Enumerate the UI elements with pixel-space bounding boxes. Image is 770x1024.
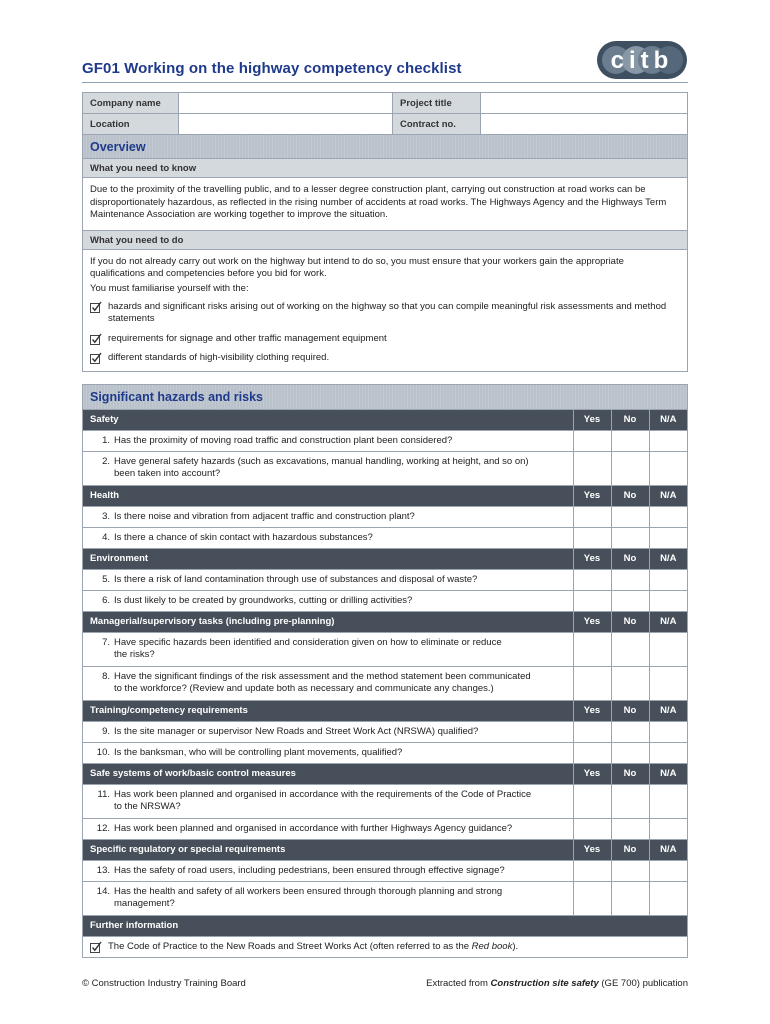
- checkbox-tick-icon[interactable]: [90, 352, 102, 364]
- no-header: No: [611, 548, 649, 569]
- na-answer-cell[interactable]: [649, 818, 687, 839]
- question-row: [83, 818, 687, 839]
- no-answer-cell[interactable]: [611, 721, 649, 742]
- do-text: If you do not already carry out work on the highway but intend to do so, you must ensure that your workers gain the appropriate qualifications and competencies before you bid for work.: [90, 255, 624, 280]
- footer-suffix: (GE 700) publication: [598, 978, 688, 989]
- question-line: Is there a chance of skin contact with hazardous substances?: [114, 531, 373, 543]
- overview-item-text: different standards of high-visibility clothing required.: [108, 352, 330, 364]
- na-header: N/A: [649, 485, 687, 506]
- yes-header: Yes: [573, 409, 611, 430]
- question-line: Have specific hazards been identified and consideration given on how to eliminate or reduce: [114, 637, 502, 649]
- footer-publication-title: Construction site safety: [490, 978, 599, 989]
- yes-answer-cell[interactable]: [573, 569, 611, 590]
- further-info-text: [108, 941, 680, 952]
- question-text: [83, 527, 573, 548]
- category-label: Specific regulatory or special requirements: [83, 839, 573, 860]
- na-answer-cell[interactable]: [649, 666, 687, 700]
- question-text: [83, 818, 573, 839]
- question-row: [83, 881, 687, 915]
- no-answer-cell[interactable]: [611, 860, 649, 881]
- company-name-label: Company name: [83, 93, 179, 114]
- no-answer-cell[interactable]: [611, 632, 649, 666]
- question-row: [83, 742, 687, 763]
- question-line: Is the site manager or supervisor New Roads and Street Work Act (NRSWA) qualified?: [114, 725, 479, 737]
- na-header: N/A: [649, 763, 687, 784]
- na-answer-cell[interactable]: [649, 721, 687, 742]
- yes-answer-cell[interactable]: [573, 632, 611, 666]
- question-row: [83, 506, 687, 527]
- yes-header: Yes: [573, 548, 611, 569]
- yes-answer-cell[interactable]: [573, 666, 611, 700]
- no-header: No: [611, 409, 649, 430]
- question-text: [83, 784, 573, 818]
- question-line: Is there noise and vibration from adjacent traffic and construction plant?: [114, 510, 415, 522]
- yes-answer-cell[interactable]: [573, 527, 611, 548]
- question-text: [83, 430, 573, 451]
- question-row: [83, 451, 687, 485]
- na-header: N/A: [649, 409, 687, 430]
- question-line: Is the banksman, who will be controlling plant movements, qualified?: [114, 746, 403, 758]
- question-number: 1.: [102, 434, 110, 446]
- question-line: to the NRSWA?: [114, 801, 181, 813]
- category-label: Health: [83, 485, 573, 506]
- category-label: Training/competency requirements: [83, 700, 573, 721]
- overview-item: [90, 352, 680, 365]
- na-header: N/A: [649, 700, 687, 721]
- yes-answer-cell[interactable]: [573, 451, 611, 485]
- question-row: [83, 590, 687, 611]
- category-row: [83, 548, 687, 569]
- category-row: [83, 839, 687, 860]
- na-header: N/A: [649, 548, 687, 569]
- further-info-heading: Further information: [83, 915, 687, 936]
- overview-item: [90, 333, 680, 346]
- no-header: No: [611, 611, 649, 632]
- question-line: Has work been planned and organised in accordance with the requirements of the Code of Practice: [114, 789, 532, 801]
- question-number: 12.: [96, 822, 110, 834]
- no-answer-cell[interactable]: [611, 527, 649, 548]
- footer-copyright: © Construction Industry Training Board: [82, 978, 246, 989]
- question-line: Have the significant findings of the risk assessment and the method statement been communicated: [114, 671, 531, 683]
- question-text: [83, 451, 573, 485]
- no-header: No: [611, 763, 649, 784]
- further-text-prefix: The Code of Practice to the New Roads and Street Works Act (often referred to as the: [108, 941, 472, 953]
- know-text-block: [83, 178, 687, 231]
- question-text: [83, 721, 573, 742]
- question-number: 4.: [102, 531, 110, 543]
- na-answer-cell[interactable]: [649, 784, 687, 818]
- project-title-label: Project title: [393, 93, 481, 114]
- yes-answer-cell[interactable]: [573, 860, 611, 881]
- category-label: Safety: [83, 409, 573, 430]
- further-text-suffix: ).: [512, 941, 519, 953]
- yes-header: Yes: [573, 485, 611, 506]
- question-number: 2.: [102, 456, 110, 468]
- question-text: [83, 742, 573, 763]
- category-row: [83, 409, 687, 430]
- question-row: [83, 721, 687, 742]
- na-answer-cell[interactable]: [649, 881, 687, 915]
- question-text: [83, 881, 573, 915]
- na-answer-cell[interactable]: [649, 569, 687, 590]
- document-header: [82, 40, 688, 92]
- na-header: N/A: [649, 611, 687, 632]
- do-heading: What you need to do: [83, 231, 687, 250]
- question-text: [83, 860, 573, 881]
- no-answer-cell[interactable]: [611, 881, 649, 915]
- footer-publication: [426, 978, 688, 989]
- no-answer-cell[interactable]: [611, 784, 649, 818]
- checkbox-tick-icon[interactable]: [90, 301, 102, 313]
- na-answer-cell[interactable]: [649, 590, 687, 611]
- company-name-field[interactable]: [179, 93, 393, 114]
- question-row: [83, 527, 687, 548]
- yes-answer-cell[interactable]: [573, 721, 611, 742]
- question-number: 11.: [97, 789, 110, 801]
- hazards-heading: Significant hazards and risks: [83, 385, 687, 409]
- question-text: [83, 632, 573, 666]
- question-number: 6.: [102, 594, 110, 606]
- question-number: 10.: [96, 746, 110, 758]
- question-number: 14.: [96, 886, 110, 898]
- further-info-item: [83, 936, 687, 957]
- question-text: [83, 590, 573, 611]
- details-table: [82, 92, 688, 135]
- know-heading: What you need to know: [83, 159, 687, 178]
- question-line: Has work been planned and organised in accordance with further Highways Agency guidance?: [114, 822, 513, 834]
- know-text: Due to the proximity of the travelling public, and to a lesser degree construction plant, carrying out construction at road works can be disproportionately hazardous, as reflected in the rising number of accidents at road works. The Highways Agency and the Highways Term Maintenance Association are working together to improve the situation.: [90, 184, 667, 221]
- further-info-item-row: [83, 936, 687, 957]
- overview-section: [82, 135, 688, 372]
- question-line: Has the health and safety of all workers been ensured through thorough planning and strong: [114, 886, 503, 898]
- no-answer-cell[interactable]: [611, 818, 649, 839]
- na-answer-cell[interactable]: [649, 430, 687, 451]
- further-check-item: [90, 941, 680, 953]
- yes-header: Yes: [573, 611, 611, 632]
- na-answer-cell[interactable]: [649, 632, 687, 666]
- familiarise-text: You must familiarise yourself with the:: [90, 282, 249, 294]
- location-field[interactable]: [179, 114, 393, 135]
- do-text-block: [83, 250, 687, 371]
- yes-answer-cell[interactable]: [573, 742, 611, 763]
- question-line: Has the safety of road users, including pedestrians, been ensured through effective signage?: [114, 864, 505, 876]
- yes-answer-cell[interactable]: [573, 784, 611, 818]
- logo-text: citb: [610, 47, 674, 74]
- question-line: Have general safety hazards (such as excavations, manual handling, working at height, and so on): [114, 456, 529, 468]
- no-answer-cell[interactable]: [611, 451, 649, 485]
- yes-header: Yes: [573, 763, 611, 784]
- no-answer-cell[interactable]: [611, 666, 649, 700]
- question-number: 5.: [102, 573, 110, 585]
- further-info-row: [83, 915, 687, 936]
- question-number: 3.: [102, 510, 110, 522]
- page-title: GF01 Working on the highway competency checklist: [82, 60, 462, 77]
- no-answer-cell[interactable]: [611, 430, 649, 451]
- category-label: Managerial/supervisory tasks (including pre-planning): [83, 611, 573, 632]
- hazards-section: [82, 384, 688, 959]
- question-row: [83, 569, 687, 590]
- yes-answer-cell[interactable]: [573, 590, 611, 611]
- yes-answer-cell[interactable]: [573, 506, 611, 527]
- yes-header: Yes: [573, 839, 611, 860]
- na-answer-cell[interactable]: [649, 527, 687, 548]
- location-label: Location: [83, 114, 179, 135]
- question-number: 8.: [102, 671, 110, 683]
- no-answer-cell[interactable]: [611, 569, 649, 590]
- question-line: Is there a risk of land contamination through use of substances and disposal of waste?: [114, 573, 478, 585]
- overview-heading: Overview: [83, 135, 687, 159]
- na-answer-cell[interactable]: [649, 860, 687, 881]
- question-number: 9.: [102, 725, 110, 737]
- category-row: [83, 700, 687, 721]
- question-line: the risks?: [114, 649, 155, 661]
- na-header: N/A: [649, 839, 687, 860]
- category-row: [83, 611, 687, 632]
- no-answer-cell[interactable]: [611, 742, 649, 763]
- category-label: Environment: [83, 548, 573, 569]
- question-line: management?: [114, 898, 175, 910]
- further-text-italic: Red book: [471, 941, 513, 953]
- citb-logo: [596, 40, 688, 80]
- question-line: to the workforce? (Review and update both as necessary and communicate any changes.): [114, 683, 494, 695]
- question-row: [83, 666, 687, 700]
- question-row: [83, 430, 687, 451]
- yes-header: Yes: [573, 700, 611, 721]
- category-row: [83, 485, 687, 506]
- no-header: No: [611, 700, 649, 721]
- overview-item-text: requirements for signage and other traffic management equipment: [108, 332, 387, 344]
- question-row: [83, 860, 687, 881]
- na-answer-cell[interactable]: [649, 451, 687, 485]
- question-number: 13.: [96, 864, 110, 876]
- checkbox-tick-icon[interactable]: [90, 333, 102, 345]
- na-answer-cell[interactable]: [649, 742, 687, 763]
- na-answer-cell[interactable]: [649, 506, 687, 527]
- contract-no-label: Contract no.: [393, 114, 481, 135]
- question-text: [83, 666, 573, 700]
- question-text: [83, 569, 573, 590]
- hazards-table: [83, 409, 687, 958]
- overview-item: [90, 301, 680, 326]
- category-row: [83, 763, 687, 784]
- no-answer-cell[interactable]: [611, 590, 649, 611]
- yes-answer-cell[interactable]: [573, 881, 611, 915]
- yes-answer-cell[interactable]: [573, 430, 611, 451]
- no-header: No: [611, 485, 649, 506]
- no-answer-cell[interactable]: [611, 506, 649, 527]
- yes-answer-cell[interactable]: [573, 818, 611, 839]
- question-line: Has the proximity of moving road traffic and construction plant been considered?: [114, 434, 453, 446]
- checkbox-tick-icon[interactable]: [90, 941, 102, 953]
- question-line: Is dust likely to be created by groundworks, cutting or drilling activities?: [114, 594, 413, 606]
- overview-item-text: hazards and significant risks arising out of working on the highway so that you can compile meaningful risk assessments and method statements: [108, 300, 667, 325]
- question-line: been taken into account?: [114, 468, 221, 480]
- question-text: [83, 506, 573, 527]
- checklist-page: [82, 40, 688, 958]
- project-title-field[interactable]: [481, 93, 688, 114]
- category-label: Safe systems of work/basic control measures: [83, 763, 573, 784]
- header-divider: [82, 82, 688, 83]
- footer-prefix: Extracted from: [426, 978, 491, 989]
- question-number: 7.: [102, 637, 110, 649]
- question-row: [83, 632, 687, 666]
- contract-no-field[interactable]: [481, 114, 688, 135]
- no-header: No: [611, 839, 649, 860]
- question-row: [83, 784, 687, 818]
